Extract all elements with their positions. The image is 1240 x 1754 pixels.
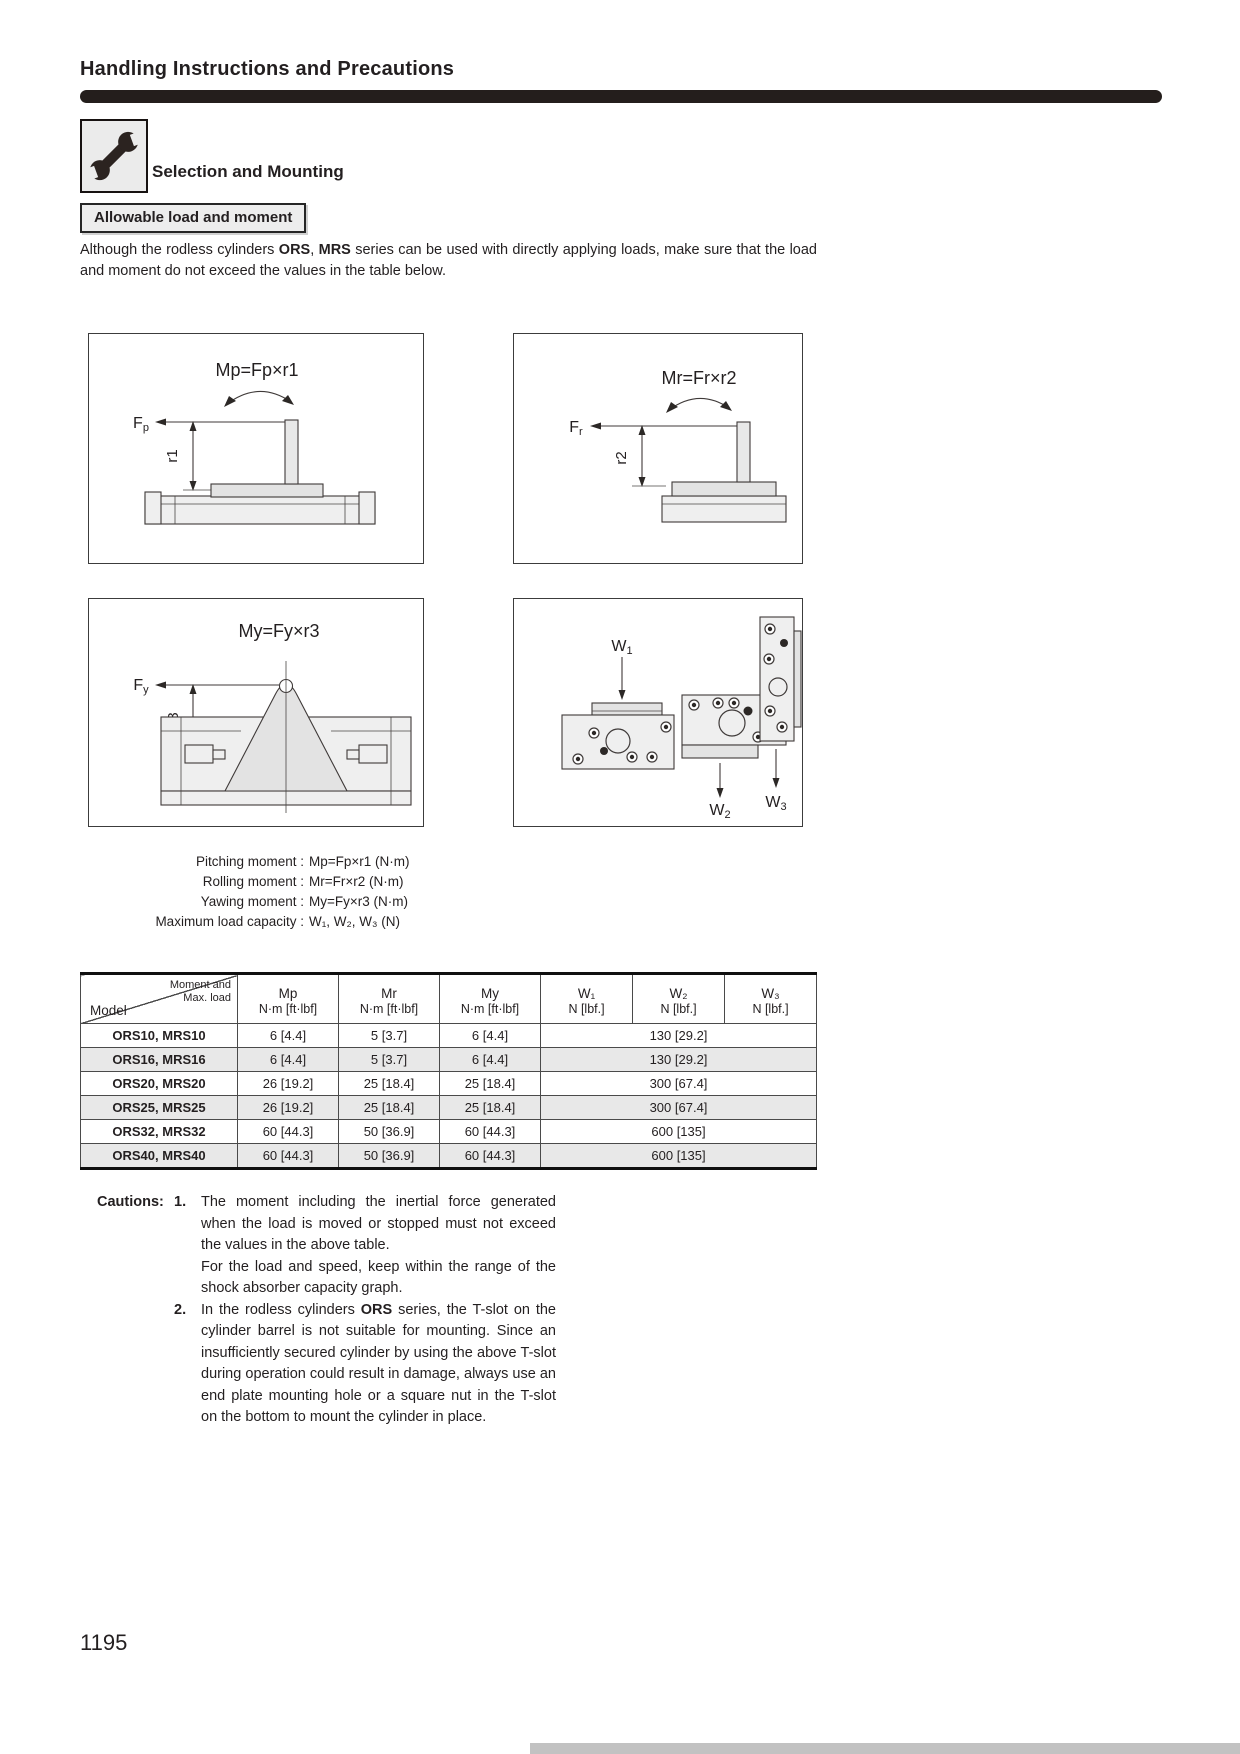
column-header-w3: W₃ N [lbf.] xyxy=(725,974,817,1024)
caution-2-number: 2. xyxy=(174,1301,187,1318)
rolling-moment-diagram xyxy=(513,333,803,564)
model-cell: ORS20, MRS20 xyxy=(81,1072,238,1096)
intro-paragraph: Although the rodless cylinders ORS, MRS series can be used with directly applying loads, make sure that the load and moment do not exceed the values in the table below. xyxy=(80,242,817,279)
legend-row-rolling: Rolling moment : Mr=Fr×r2 (N·m) xyxy=(202,874,404,889)
legend-row-capacity: Maximum load capacity : W₁, W₂, W₃ (N) xyxy=(155,914,401,929)
table-row: ORS40, MRS40 60 [44.3] 50 [36.9] 60 [44.3] 600 [135] xyxy=(81,1144,817,1169)
caution-bold-ors: ORS xyxy=(360,1301,393,1318)
caution-1-number: 1. xyxy=(174,1194,187,1210)
cylinder-unit-horizontal xyxy=(562,703,674,769)
model-cell: ORS16, MRS16 xyxy=(81,1048,238,1072)
corner-label-moment: Moment and Max. load xyxy=(169,979,231,1004)
intro-text: Although the rodless cylinders xyxy=(80,242,279,258)
max-load-cell: 600 [135] xyxy=(541,1144,817,1169)
table-row: ORS20, MRS20 26 [19.2] 25 [18.4] 25 [18.4] 300 [67.4] xyxy=(81,1072,817,1096)
moment-legend xyxy=(80,852,410,932)
yawing-formula: My=Fy×r3 xyxy=(238,621,320,641)
table-row: ORS32, MRS32 60 [44.3] 50 [36.9] 60 [44.3] 600 [135] xyxy=(81,1120,817,1144)
max-load-cell: 130 [29.2] xyxy=(541,1024,817,1048)
w2-label: W2 xyxy=(709,802,731,821)
model-cell: ORS25, MRS25 xyxy=(81,1096,238,1120)
corner-label-model: Model xyxy=(90,1003,127,1018)
page-number: 1195 xyxy=(80,1630,128,1655)
column-header-my: My N·m [ft·lbf] xyxy=(440,974,541,1024)
pitching-moment-diagram xyxy=(88,333,424,564)
max-load-cell: 300 [67.4] xyxy=(541,1072,817,1096)
section-heading: Selection and Mounting xyxy=(152,162,344,181)
table-row: ORS25, MRS25 26 [19.2] 25 [18.4] 25 [18.4] 300 [67.4] xyxy=(81,1096,817,1120)
subheading-box: Allowable load and moment xyxy=(80,203,306,233)
moment-arc xyxy=(227,391,291,404)
legend-row-yawing: Yawing moment : My=Fy×r3 (N·m) xyxy=(200,894,408,909)
table-row: ORS16, MRS16 6 [4.4] 5 [3.7] 6 [4.4] 130 [29.2] xyxy=(81,1048,817,1072)
cylinder-top-view xyxy=(161,661,411,813)
radius-label-r1: r1 xyxy=(164,449,181,463)
max-load-cell: 300 [67.4] xyxy=(541,1096,817,1120)
model-cell: ORS10, MRS10 xyxy=(81,1024,238,1048)
cylinder-side-view xyxy=(145,420,375,524)
title-rule xyxy=(80,90,1162,103)
cylinder-unit-vertical xyxy=(760,617,801,741)
allowable-load-table xyxy=(80,972,817,1170)
page-title: Handling Instructions and Precautions xyxy=(80,58,455,80)
table-corner-cell xyxy=(81,974,238,1024)
column-header-mp: Mp N·m [ft·lbf] xyxy=(238,974,339,1024)
cautions-block xyxy=(97,1192,556,1429)
table-row: ORS10, MRS10 6 [4.4] 5 [3.7] 6 [4.4] 130 [29.2] xyxy=(81,1024,817,1048)
cylinder-end-view xyxy=(662,422,786,522)
model-cell: ORS40, MRS40 xyxy=(81,1144,238,1169)
column-header-mr: Mr N·m [ft·lbf] xyxy=(339,974,440,1024)
force-label-fy: Fy xyxy=(133,677,149,696)
cautions-label: Cautions: xyxy=(97,1194,164,1210)
moment-arc xyxy=(669,398,729,410)
radius-label-r2: r2 xyxy=(613,451,630,465)
force-label-fp: Fp xyxy=(133,415,149,434)
column-header-w2: W₂ N [lbf.] xyxy=(633,974,725,1024)
yawing-moment-diagram xyxy=(88,598,424,827)
w1-label: W1 xyxy=(611,638,633,657)
w3-label: W3 xyxy=(765,794,787,813)
force-label-fr: Fr xyxy=(569,419,583,438)
wrench-icon xyxy=(88,128,140,184)
max-load-cell: 130 [29.2] xyxy=(541,1048,817,1072)
caution-2-text: In the rodless cylinders ORS series, the T-slot on the cylinder barrel is not suitable for mounting. Since an insufficiently secured cylinder by using the above T-slot during operation could result in damage, always use an end plate mounting hole or a square nut in the T-slot on the bottom to mount the cylinder in place. xyxy=(201,1301,556,1425)
rolling-formula: Mr=Fr×r2 xyxy=(661,368,737,388)
legend-row-pitching: Pitching moment : Mp=Fp×r1 (N·m) xyxy=(195,854,410,869)
column-header-w1: W₁ N [lbf.] xyxy=(541,974,633,1024)
load-capacity-diagram xyxy=(513,598,803,827)
pitching-formula: Mp=Fp×r1 xyxy=(215,360,299,380)
selection-icon-box xyxy=(80,119,148,193)
max-load-cell: 600 [135] xyxy=(541,1120,817,1144)
caution-1-text: The moment including the inertial force generated when the load is moved or stopped must not exceed the values in the above table. For the load and speed, keep within the range of the shock absorber capacity graph. xyxy=(201,1194,556,1296)
model-cell: ORS32, MRS32 xyxy=(81,1120,238,1144)
intro-bold-mrs: MRS xyxy=(318,242,351,258)
table-header-row xyxy=(81,974,817,1024)
page-edge-shadow xyxy=(530,1743,1240,1754)
intro-bold-ors: ORS xyxy=(278,242,311,258)
